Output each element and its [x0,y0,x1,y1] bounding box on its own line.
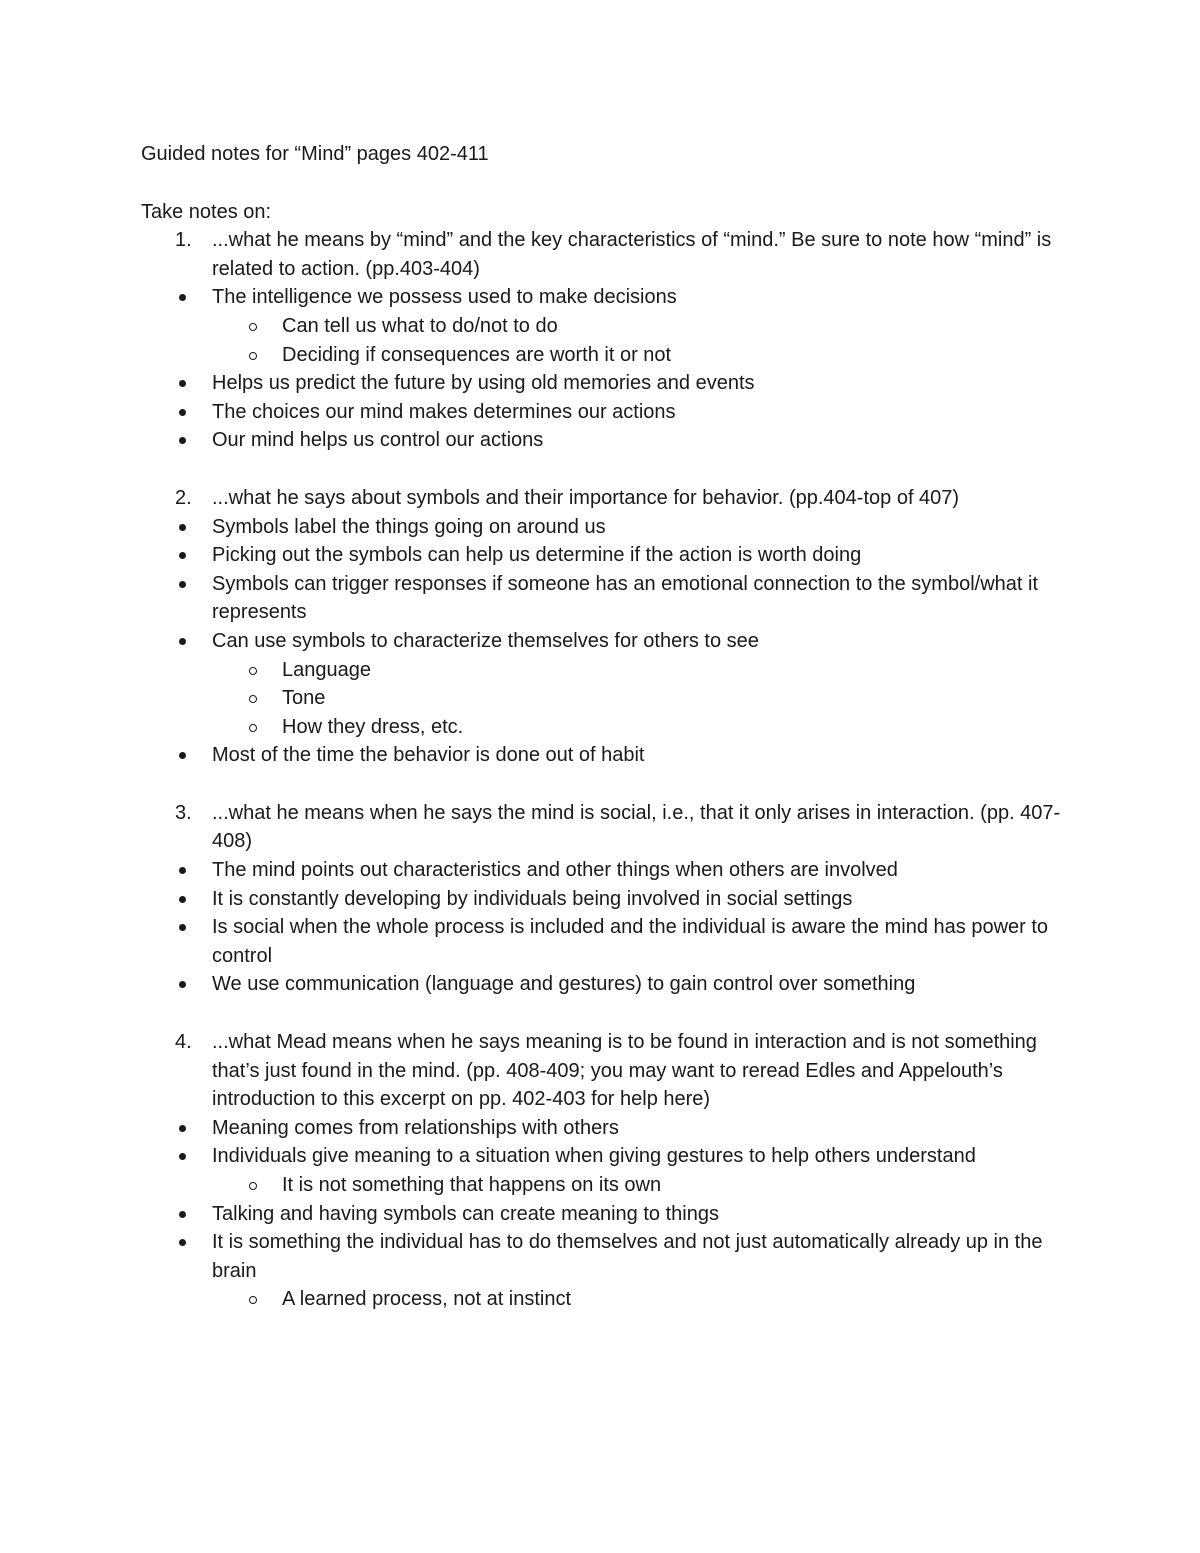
bullet-text: The intelligence we possess used to make decisions [212,286,677,309]
bullet-text: Can use symbols to characterize themselves for others to see [212,629,759,652]
bullet-text: It is constantly developing by individuals being involved in social settings [212,887,853,910]
bullet-dot-icon [179,1200,212,1228]
bullet-dot-icon [179,369,212,397]
bullet-text: Helps us predict the future by using old memories and events [212,372,755,395]
intro-text: Take notes on: [141,200,272,223]
bullet-dot-icon [179,856,212,884]
question-number: 3. [175,801,192,824]
bullet-dot-icon [179,885,212,913]
question-prompt [141,799,1071,856]
question-section [141,484,1071,770]
bullet-item [141,369,1071,398]
document-title: Guided notes for “Mind” pages 402-411 [141,143,489,165]
bullet-circle-icon [249,1171,282,1199]
bullet-item [141,627,1071,656]
bullet-text: Most of the time the behavior is done out of habit [212,744,645,767]
bullet-item [141,570,1071,627]
bullet-dot-icon [179,398,212,426]
question-section [141,799,1071,999]
question-text: ...what he says about symbols and their importance for behavior. (pp.404-top of 407) [212,486,960,509]
bullet-dot-icon [179,426,212,454]
question-section [141,226,1071,455]
bullet-text: Talking and having symbols can create meaning to things [212,1202,719,1225]
bullet-circle-icon [249,713,282,741]
bullet-item [141,741,1071,770]
question-text: ...what he means when he says the mind is social, i.e., that it only arises in interaction. (pp. 407-408) [212,801,1061,853]
bullet-text: It is something the individual has to do themselves and not just automatically already up in the brain [212,1231,1043,1282]
question-text: ...what Mead means when he says meaning is to be found in interaction and is not something that’s just found in the mind. (pp. 408-409; you may want to reread Edles and Appelouth’s introduction to this excerpt on pp. 402-403 for help here) [212,1031,1037,1111]
bullet-text: Is social when the whole process is included and the individual is aware the mind has power to control [212,916,1049,967]
question-text: ...what he means by “mind” and the key characteristics of “mind.” Be sure to note how “mind” is related to action. (pp.403-404) [212,229,1052,280]
bullet-circle-icon [249,656,282,684]
bullet-dot-icon [179,541,212,569]
bullet-dot-icon [179,283,212,311]
bullet-dot-icon [179,1228,212,1256]
question-prompt [141,226,1071,283]
question-prompt [141,484,1071,513]
sub-bullet-item [141,341,1071,370]
bullet-text: A learned process, not at instinct [282,1288,572,1311]
bullet-text: Tone [282,687,326,710]
bullet-text: Deciding if consequences are worth it or not [282,343,672,366]
bullet-dot-icon [179,513,212,541]
bullet-item [141,426,1071,455]
question-number: 1. [175,229,192,252]
bullet-item [141,913,1071,970]
question-number: 2. [175,486,192,509]
bullet-text: It is not something that happens on its own [282,1174,662,1196]
bullet-item [141,1114,1071,1143]
bullet-text: The mind points out characteristics and other things when others are involved [212,859,898,882]
bullet-text: Language [282,658,371,681]
bullet-text: Symbols can trigger responses if someone has an emotional connection to the symbol/what it represents [212,572,1038,624]
bullet-text: Meaning comes from relationships with others [212,1116,619,1139]
bullet-text: Our mind helps us control our actions [212,429,544,452]
bullet-circle-icon [249,1285,282,1313]
bullet-item [141,856,1071,885]
bullet-item [141,283,1071,312]
question-number: 4. [175,1031,192,1054]
sub-bullet-item [141,1285,1071,1314]
bullet-item [141,970,1071,999]
bullet-circle-icon [249,341,282,369]
bullet-dot-icon [179,627,212,655]
bullet-dot-icon [179,570,212,598]
bullet-text: Can tell us what to do/not to do [282,314,558,337]
bullet-item [141,1228,1071,1285]
bullet-item [141,885,1071,914]
bullet-item [141,1142,1071,1171]
sub-bullet-item [141,713,1071,742]
document-body [141,140,1071,1343]
bullet-circle-icon [249,684,282,712]
bullet-dot-icon [179,741,212,769]
bullet-dot-icon [179,913,212,941]
question-section [141,1028,1071,1314]
bullet-circle-icon [249,312,282,340]
bullet-text: We use communication (language and gestures) to gain control over something [212,973,916,996]
bullet-item [141,541,1071,570]
bullet-text: Individuals give meaning to a situation when giving gestures to help others understand [212,1145,976,1168]
bullet-text: How they dress, etc. [282,715,464,738]
question-prompt [141,1028,1071,1114]
bullet-text: The choices our mind makes determines our actions [212,400,676,423]
sub-bullet-item [141,656,1071,685]
sections-container [141,226,1071,1314]
sub-bullet-item [141,1171,1071,1200]
sub-bullet-item [141,684,1071,713]
bullet-item [141,1200,1071,1229]
bullet-item [141,398,1071,427]
sub-bullet-item [141,312,1071,341]
bullet-text: Picking out the symbols can help us determine if the action is worth doing [212,544,862,567]
bullet-dot-icon [179,970,212,998]
bullet-item [141,513,1071,542]
bullet-dot-icon [179,1142,212,1170]
bullet-text: Symbols label the things going on around us [212,515,606,538]
bullet-dot-icon [179,1114,212,1142]
